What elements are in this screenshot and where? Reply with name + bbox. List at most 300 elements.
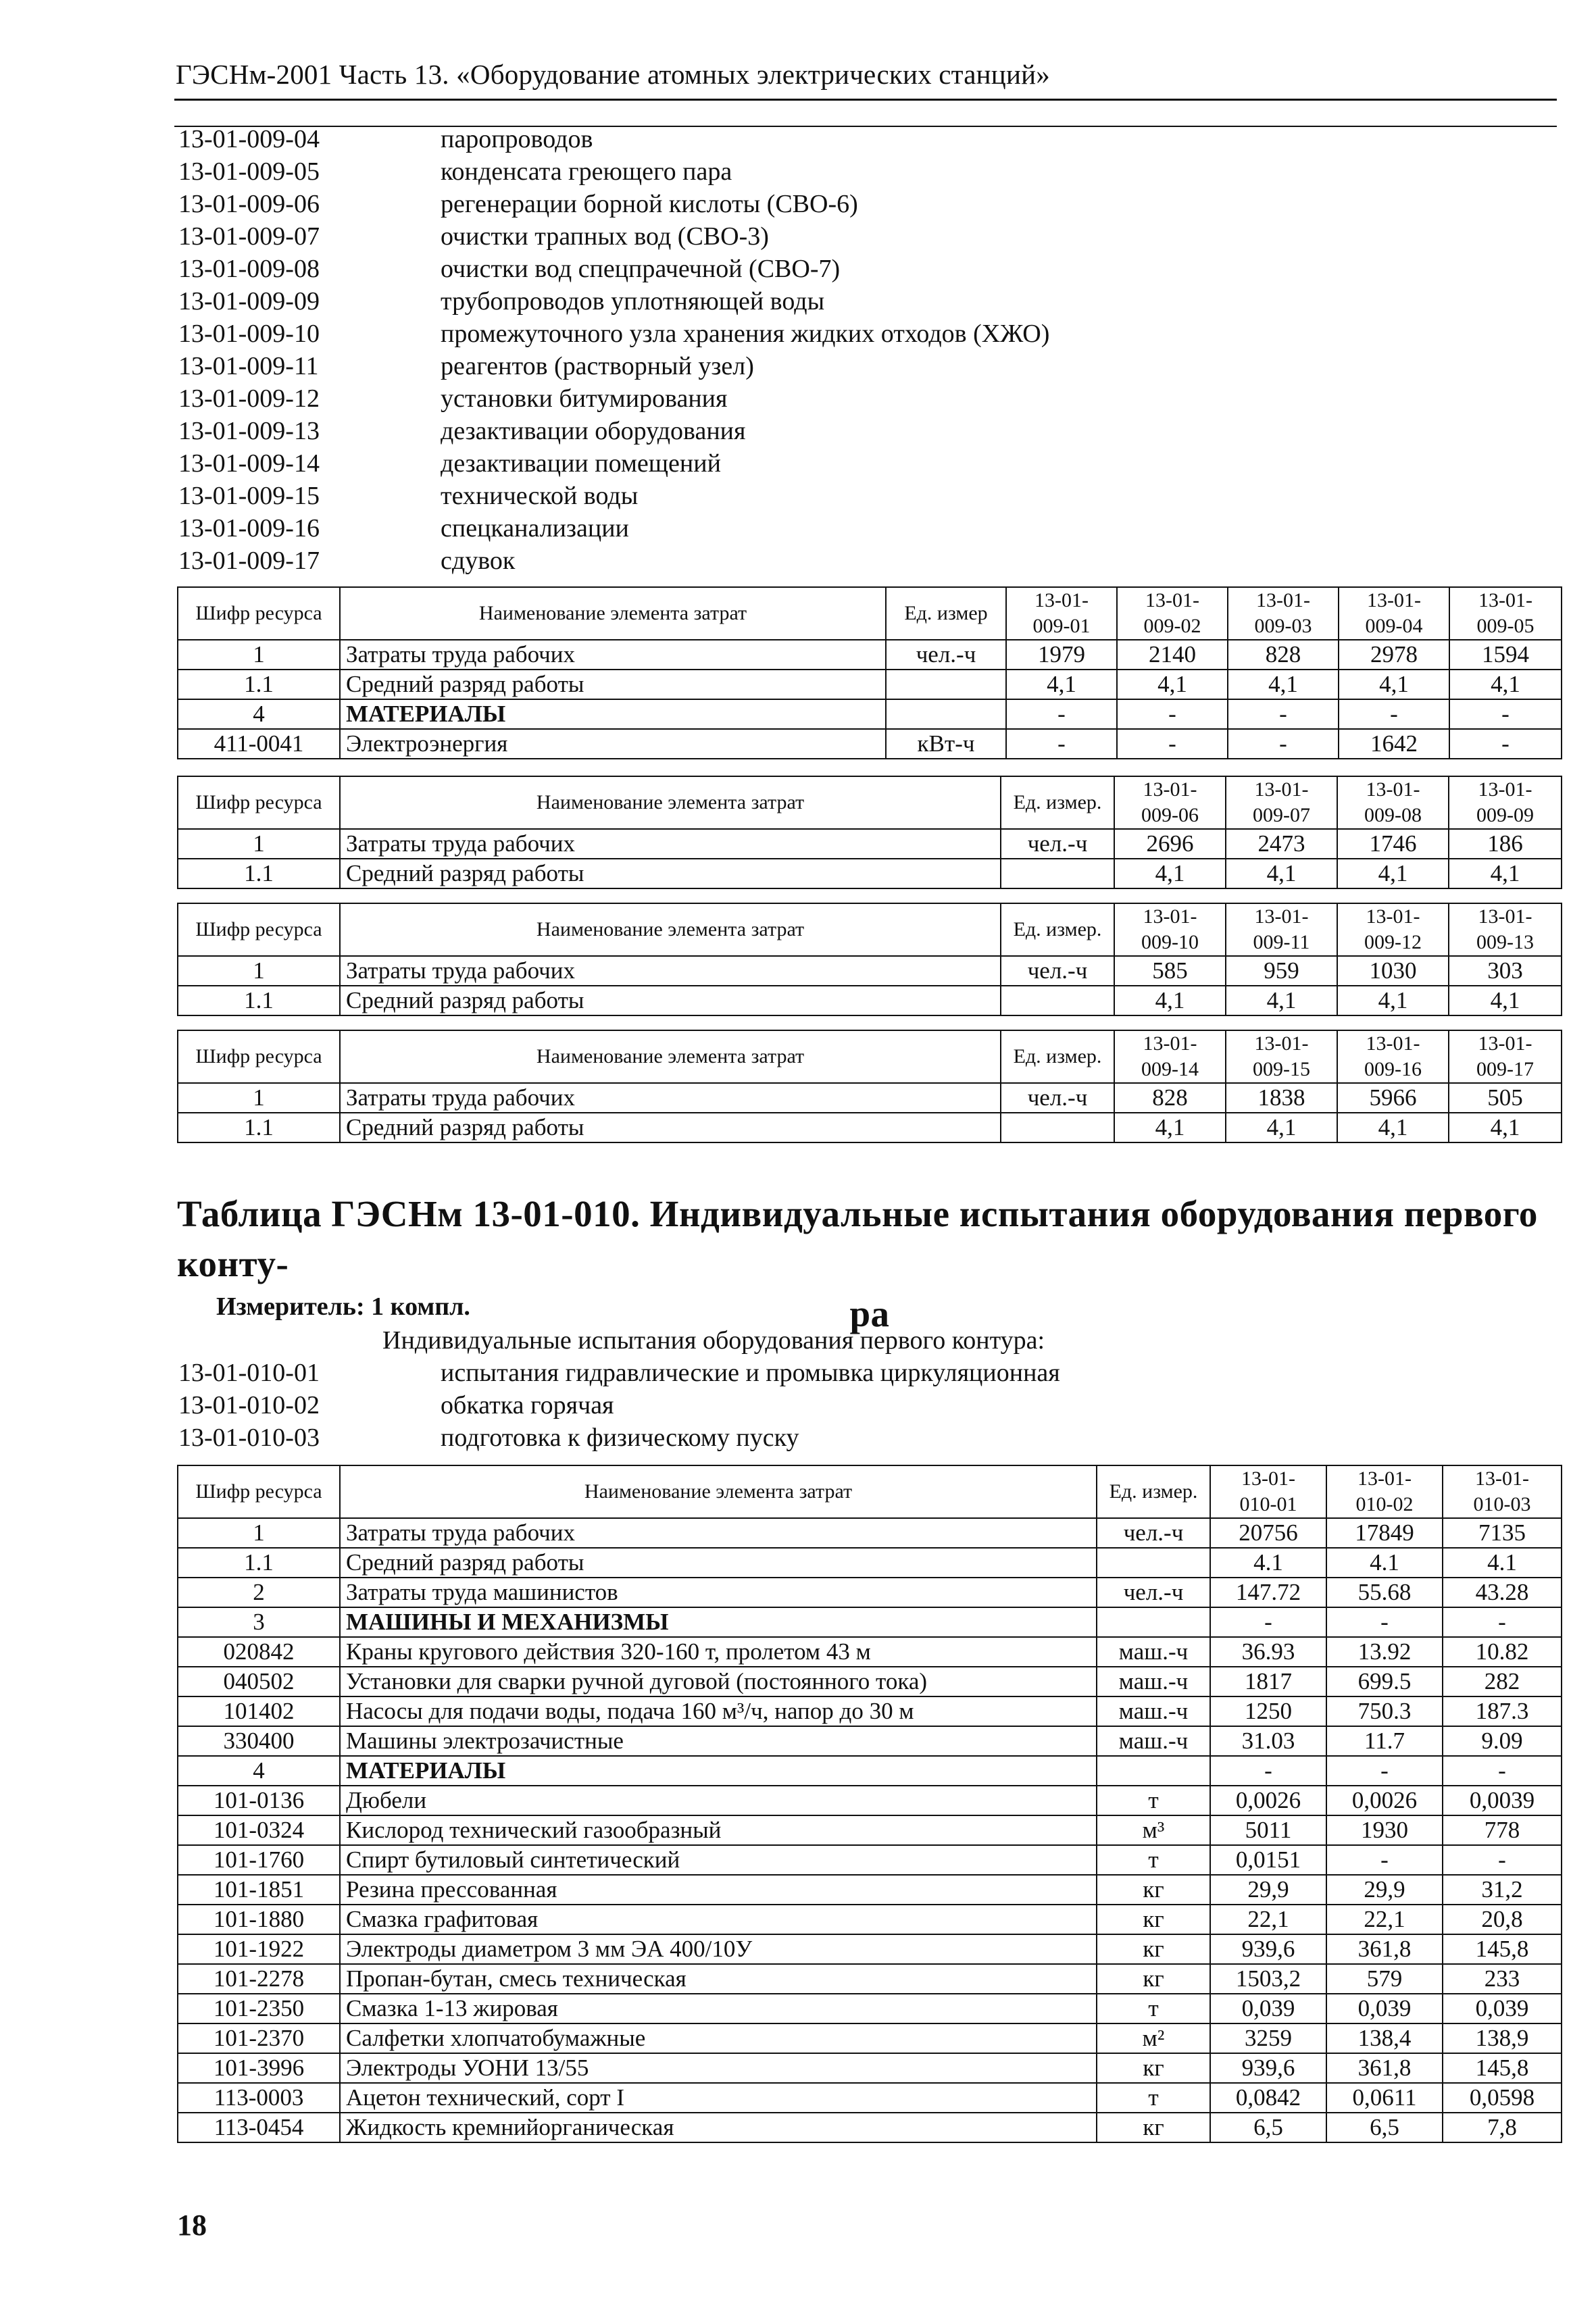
list-item-code: 13-01-009-17 [178, 547, 320, 575]
cell-unit: чел.-ч [1001, 1083, 1114, 1113]
norm-code-suffix: 009-02 [1143, 615, 1201, 637]
cell-value: 505 [1449, 1083, 1562, 1113]
cell-value: 0,0026 [1210, 1786, 1326, 1815]
cell-value: 11.7 [1326, 1726, 1443, 1756]
header-norm-code [1114, 776, 1226, 829]
header-unit: Ед. измер. [1097, 1465, 1210, 1518]
cell-value: 138,9 [1443, 2023, 1562, 2053]
cell-value: 1642 [1339, 729, 1449, 759]
cell-value: 4,1 [1006, 670, 1117, 699]
list-item-code: 13-01-009-16 [178, 514, 320, 543]
table-row [178, 1696, 1562, 1726]
list-item-text: реагентов (растворный узел) [441, 352, 754, 380]
cell-unit: т [1097, 1845, 1210, 1875]
cell-code: 101-3996 [178, 2053, 340, 2083]
norm-code-prefix: 13-01- [1143, 905, 1197, 928]
section-title-line2: ра [849, 1293, 890, 1334]
cell-name: Краны кругового действия 320-160 т, пролетом 43 м [340, 1637, 1097, 1667]
list-item-text: сдувок [441, 547, 516, 575]
table-row [178, 1667, 1562, 1696]
header-cipher: Шифр ресурса [178, 776, 340, 829]
list-item-text: трубопроводов уплотняющей воды [441, 287, 825, 316]
cell-value: 361,8 [1326, 2053, 1443, 2083]
cell-name: Затраты труда рабочих [340, 829, 1001, 859]
cell-value: 13.92 [1326, 1637, 1443, 1667]
norm-code-suffix: 009-16 [1364, 1058, 1422, 1080]
cell-value: 138,4 [1326, 2023, 1443, 2053]
cell-value: 1979 [1006, 640, 1117, 670]
cell-name: Затраты труда машинистов [340, 1578, 1097, 1607]
cell-name: Средний разряд работы [340, 670, 886, 699]
cell-name: Затраты труда рабочих [340, 1083, 1001, 1113]
cell-name: Пропан-бутан, смесь техническая [340, 1964, 1097, 1994]
cell-unit: чел.-ч [886, 640, 1006, 670]
cell-value: 282 [1443, 1667, 1562, 1696]
header-name: Наименование элемента затрат [340, 587, 886, 640]
cell-code: 101-1851 [178, 1875, 340, 1905]
cell-code: 1.1 [178, 670, 340, 699]
cell-value: - [1228, 729, 1339, 759]
cell-value: 4,1 [1449, 670, 1562, 699]
cell-code: 040502 [178, 1667, 340, 1696]
list-item [178, 1389, 1060, 1422]
list-item-text: установки битумирования [441, 384, 728, 413]
cell-value: 2978 [1339, 640, 1449, 670]
list-item-text: промежуточного узла хранения жидких отходов (ХЖО) [441, 320, 1050, 348]
cell-value: 4,1 [1226, 1113, 1337, 1142]
cell-value: 0,0151 [1210, 1845, 1326, 1875]
cell-name: МАТЕРИАЛЫ [340, 699, 886, 729]
cell-value: 0,039 [1326, 1994, 1443, 2023]
cell-value: - [1326, 1607, 1443, 1637]
cell-value: 828 [1114, 1083, 1226, 1113]
cell-name: Установки для сварки ручной дуговой (постоянного тока) [340, 1667, 1097, 1696]
cell-value: 4.1 [1210, 1548, 1326, 1578]
cell-value: 233 [1443, 1964, 1562, 1994]
cell-value: 0,0039 [1443, 1786, 1562, 1815]
table-row [178, 1607, 1562, 1637]
cell-value: - [1326, 1845, 1443, 1875]
cell-value: 186 [1449, 829, 1562, 859]
cell-value: 1250 [1210, 1696, 1326, 1726]
running-header: ГЭСНм-2001 Часть 13. «Оборудование атомных электрических станций» [176, 59, 1050, 90]
cell-value: 4,1 [1228, 670, 1339, 699]
cell-name: Насосы для подачи воды, подача 160 м³/ч, напор до 30 м [340, 1696, 1097, 1726]
cell-value: 4,1 [1226, 859, 1337, 888]
cell-value: 303 [1449, 956, 1562, 986]
cell-value: 2696 [1114, 829, 1226, 859]
cell-unit [1097, 1756, 1210, 1786]
norm-code-suffix: 009-06 [1141, 804, 1199, 826]
norm-code-suffix: 009-08 [1364, 804, 1422, 826]
cell-value: 828 [1228, 640, 1339, 670]
header-name: Наименование элемента затрат [340, 903, 1001, 956]
cell-value: 145,8 [1443, 2053, 1562, 2083]
norm-code-prefix: 13-01- [1475, 1467, 1529, 1490]
cell-code: 1.1 [178, 986, 340, 1015]
header-unit: Ед. измер. [1001, 903, 1114, 956]
table-row [178, 1964, 1562, 1994]
cell-name: Средний разряд работы [340, 1548, 1097, 1578]
cell-value: 6,5 [1326, 2113, 1443, 2142]
cell-value: 361,8 [1326, 1934, 1443, 1964]
list-item [178, 123, 1049, 155]
cell-value: 0,0842 [1210, 2083, 1326, 2113]
cell-name: Средний разряд работы [340, 859, 1001, 888]
list-item-code: 13-01-009-11 [178, 352, 319, 380]
cell-name: Смазка графитовая [340, 1905, 1097, 1934]
table-row [178, 1726, 1562, 1756]
norm-code-prefix: 13-01- [1478, 905, 1532, 928]
cell-code: 101-2350 [178, 1994, 340, 2023]
cell-unit: маш.-ч [1097, 1667, 1210, 1696]
norm-code-suffix: 009-14 [1141, 1058, 1199, 1080]
header-norm-code [1449, 1030, 1562, 1083]
norm-code-prefix: 13-01- [1366, 1032, 1420, 1055]
cell-value: 31.03 [1210, 1726, 1326, 1756]
cell-unit: кг [1097, 1905, 1210, 1934]
norm-code-prefix: 13-01- [1241, 1467, 1295, 1490]
cell-name: Смазка 1-13 жировая [340, 1994, 1097, 2023]
list-item-code: 13-01-009-09 [178, 287, 320, 316]
table-009-10-13 [177, 903, 1562, 1016]
cell-value: 29,9 [1326, 1875, 1443, 1905]
list-item-code: 13-01-010-01 [178, 1359, 320, 1387]
cell-code: 113-0003 [178, 2083, 340, 2113]
cell-code: 101-1760 [178, 1845, 340, 1875]
cell-value: 750.3 [1326, 1696, 1443, 1726]
norm-code-suffix: 009-07 [1253, 804, 1310, 826]
cell-unit: кг [1097, 2053, 1210, 2083]
cell-unit: кг [1097, 1875, 1210, 1905]
cell-value: 36.93 [1210, 1637, 1326, 1667]
cell-unit: маш.-ч [1097, 1637, 1210, 1667]
cell-value: - [1006, 699, 1117, 729]
list-item [178, 220, 1049, 253]
cell-name: Салфетки хлопчатобумажные [340, 2023, 1097, 2053]
cell-name: МАШИНЫ И МЕХАНИЗМЫ [340, 1607, 1097, 1637]
table-row [178, 1756, 1562, 1786]
table-row [178, 670, 1562, 699]
cell-code: 101-0324 [178, 1815, 340, 1845]
norm-code-prefix: 13-01- [1366, 778, 1420, 801]
cell-value: 4,1 [1114, 859, 1226, 888]
cell-value: 1817 [1210, 1667, 1326, 1696]
cell-value: - [1326, 1756, 1443, 1786]
list-item-code: 13-01-009-10 [178, 320, 320, 348]
list-item-text: очистки вод спецпрачечной (СВО-7) [441, 255, 841, 283]
header-norm-code [1210, 1465, 1326, 1518]
list-caption: Индивидуальные испытания оборудования первого контура: [382, 1326, 1045, 1355]
cell-name: Жидкость кремнийорганическая [340, 2113, 1097, 2142]
table-header-row [178, 1465, 1562, 1518]
cell-code: 4 [178, 1756, 340, 1786]
cell-value: 1503,2 [1210, 1964, 1326, 1994]
cell-value: 4,1 [1117, 670, 1228, 699]
cell-value: 17849 [1326, 1518, 1443, 1548]
list-item-text: технической воды [441, 482, 639, 510]
cell-value: - [1449, 699, 1562, 729]
cell-value: 145,8 [1443, 1934, 1562, 1964]
table-row [178, 1637, 1562, 1667]
cell-value: 0,0611 [1326, 2083, 1443, 2113]
header-norm-code [1337, 903, 1449, 956]
cell-name: Средний разряд работы [340, 986, 1001, 1015]
list-item-code: 13-01-010-02 [178, 1391, 320, 1419]
cell-unit: чел.-ч [1001, 956, 1114, 986]
code-list-010 [178, 1357, 1060, 1454]
table-row [178, 2023, 1562, 2053]
cell-name: Электроды УОНИ 13/55 [340, 2053, 1097, 2083]
list-item-text: испытания гидравлические и промывка циркуляционная [441, 1359, 1060, 1387]
list-item-text: конденсата греющего пара [441, 157, 732, 186]
cell-value: 959 [1226, 956, 1337, 986]
cell-value: 187.3 [1443, 1696, 1562, 1726]
cell-value: - [1449, 729, 1562, 759]
table-row [178, 2053, 1562, 2083]
list-item-code: 13-01-009-06 [178, 190, 320, 218]
norm-code-suffix: 009-09 [1476, 804, 1534, 826]
list-item-text: дезактивации помещений [441, 449, 721, 478]
table-row [178, 1578, 1562, 1607]
table-row [178, 2113, 1562, 2142]
cell-name: Спирт бутиловый синтетический [340, 1845, 1097, 1875]
cell-value: 4,1 [1449, 986, 1562, 1015]
table-row [178, 1548, 1562, 1578]
cell-value: 9.09 [1443, 1726, 1562, 1756]
cell-value: 3259 [1210, 2023, 1326, 2053]
cell-unit: т [1097, 2083, 1210, 2113]
table-row [178, 1786, 1562, 1815]
cell-code: 101-0136 [178, 1786, 340, 1815]
cell-value: - [1443, 1607, 1562, 1637]
norm-code-prefix: 13-01- [1034, 589, 1089, 611]
cell-name: Средний разряд работы [340, 1113, 1001, 1142]
list-item-code: 13-01-009-15 [178, 482, 320, 510]
cell-name: МАТЕРИАЛЫ [340, 1756, 1097, 1786]
header-norm-code [1337, 1030, 1449, 1083]
norm-code-suffix: 009-05 [1476, 615, 1535, 637]
cell-value: 4.1 [1443, 1548, 1562, 1578]
header-norm-code [1449, 587, 1562, 640]
list-item-code: 13-01-010-03 [178, 1424, 320, 1452]
norm-code-suffix: 009-12 [1364, 931, 1422, 953]
cell-value: - [1210, 1607, 1326, 1637]
list-item-code: 13-01-009-12 [178, 384, 320, 413]
cell-name: Электроэнергия [340, 729, 886, 759]
table-010-01-03 [177, 1465, 1562, 2143]
cell-value: 6,5 [1210, 2113, 1326, 2142]
header-norm-code [1114, 903, 1226, 956]
header-norm-code [1006, 587, 1117, 640]
list-item [178, 285, 1049, 318]
table-header-row [178, 903, 1562, 956]
cell-unit [886, 699, 1006, 729]
cell-value: 43.28 [1443, 1578, 1562, 1607]
header-cipher: Шифр ресурса [178, 903, 340, 956]
list-item-code: 13-01-009-14 [178, 449, 320, 478]
cell-value: 4,1 [1337, 1113, 1449, 1142]
list-item [178, 318, 1049, 350]
table-header-row [178, 776, 1562, 829]
cell-value: 1030 [1337, 956, 1449, 986]
cell-code: 101-2278 [178, 1964, 340, 1994]
header-name: Наименование элемента затрат [340, 776, 1001, 829]
norm-code-suffix: 009-17 [1476, 1058, 1534, 1080]
norm-code-prefix: 13-01- [1478, 589, 1532, 611]
header-unit: Ед. измер [886, 587, 1006, 640]
cell-code: 1.1 [178, 1548, 340, 1578]
cell-value: 10.82 [1443, 1637, 1562, 1667]
cell-code: 1 [178, 1083, 340, 1113]
cell-value: 0,0598 [1443, 2083, 1562, 2113]
cell-value: 4,1 [1337, 986, 1449, 1015]
cell-value: - [1210, 1756, 1326, 1786]
norm-code-suffix: 009-11 [1253, 931, 1310, 953]
cell-value: - [1006, 729, 1117, 759]
table-row [178, 699, 1562, 729]
cell-unit [1001, 859, 1114, 888]
norm-code-suffix: 010-01 [1239, 1493, 1297, 1515]
cell-unit: кг [1097, 1964, 1210, 1994]
cell-unit: кВт-ч [886, 729, 1006, 759]
norm-code-prefix: 13-01- [1143, 1032, 1197, 1055]
cell-value: 5966 [1337, 1083, 1449, 1113]
norm-code-prefix: 13-01- [1478, 778, 1532, 801]
cell-value: 7,8 [1443, 2113, 1562, 2142]
norm-code-prefix: 13-01- [1145, 589, 1199, 611]
cell-value: 2473 [1226, 829, 1337, 859]
cell-unit [1001, 986, 1114, 1015]
cell-value: 579 [1326, 1964, 1443, 1994]
header-cipher: Шифр ресурса [178, 587, 340, 640]
cell-code: 4 [178, 699, 340, 729]
cell-name: Затраты труда рабочих [340, 1518, 1097, 1548]
cell-value: 4,1 [1449, 859, 1562, 888]
table-row [178, 729, 1562, 759]
cell-unit: чел.-ч [1001, 829, 1114, 859]
cell-unit [1097, 1607, 1210, 1637]
cell-value: - [1443, 1845, 1562, 1875]
cell-value: 147.72 [1210, 1578, 1326, 1607]
list-item-code: 13-01-009-05 [178, 157, 320, 186]
list-item [178, 512, 1049, 545]
cell-value: 5011 [1210, 1815, 1326, 1845]
cell-code: 330400 [178, 1726, 340, 1756]
header-name: Наименование элемента затрат [340, 1030, 1001, 1083]
table-header-row [178, 1030, 1562, 1083]
cell-code: 3 [178, 1607, 340, 1637]
cell-value: - [1117, 699, 1228, 729]
list-item [178, 155, 1049, 188]
norm-code-prefix: 13-01- [1256, 589, 1310, 611]
table-row [178, 1934, 1562, 1964]
norm-code-prefix: 13-01- [1366, 905, 1420, 928]
table-header-row [178, 587, 1562, 640]
list-item [178, 447, 1049, 480]
list-item [178, 1357, 1060, 1389]
header-name: Наименование элемента затрат [340, 1465, 1097, 1518]
cell-value: 7135 [1443, 1518, 1562, 1548]
cell-code: 1.1 [178, 859, 340, 888]
norm-code-suffix: 009-13 [1476, 931, 1534, 953]
list-item [178, 188, 1049, 220]
cell-value: 22,1 [1210, 1905, 1326, 1934]
table-row [178, 1905, 1562, 1934]
header-norm-code [1228, 587, 1339, 640]
meter-label: Измеритель: 1 компл. [216, 1292, 470, 1321]
norm-code-suffix: 010-03 [1473, 1493, 1531, 1515]
cell-value: 1746 [1337, 829, 1449, 859]
page-number: 18 [177, 2209, 207, 2242]
cell-unit: м³ [1097, 1815, 1210, 1845]
cell-value: 1594 [1449, 640, 1562, 670]
cell-code: 101-1922 [178, 1934, 340, 1964]
list-item [178, 253, 1049, 285]
table-row [178, 1875, 1562, 1905]
header-unit: Ед. измер. [1001, 776, 1114, 829]
cell-value: 0,039 [1210, 1994, 1326, 2023]
header-norm-code [1326, 1465, 1443, 1518]
cell-name: Резина прессованная [340, 1875, 1097, 1905]
norm-code-prefix: 13-01- [1367, 589, 1421, 611]
header-norm-code [1117, 587, 1228, 640]
section-title-line1: Таблица ГЭСНм 13-01-010. Индивидуальные испытания оборудования первого конту- [177, 1193, 1538, 1284]
cell-value: 31,2 [1443, 1875, 1562, 1905]
cell-code: 101402 [178, 1696, 340, 1726]
list-item-text: спецканализации [441, 514, 629, 543]
list-item [178, 545, 1049, 577]
cell-unit: т [1097, 1994, 1210, 2023]
cell-value: 1930 [1326, 1815, 1443, 1845]
list-item [178, 480, 1049, 512]
cell-code: 101-2370 [178, 2023, 340, 2053]
cell-value: 939,6 [1210, 1934, 1326, 1964]
table-row [178, 859, 1562, 888]
cell-value: 4,1 [1339, 670, 1449, 699]
cell-value: - [1339, 699, 1449, 729]
list-item-text: дезактивации оборудования [441, 417, 746, 445]
list-item [178, 382, 1049, 415]
cell-name: Дюбели [340, 1786, 1097, 1815]
table-009-06-09 [177, 776, 1562, 889]
header-cipher: Шифр ресурса [178, 1030, 340, 1083]
table-row [178, 1994, 1562, 2023]
header-norm-code [1226, 903, 1337, 956]
list-item-text: обкатка горячая [441, 1391, 614, 1419]
norm-code-suffix: 009-10 [1141, 931, 1199, 953]
cell-name: Затраты труда рабочих [340, 956, 1001, 986]
table-row [178, 1083, 1562, 1113]
header-norm-code [1114, 1030, 1226, 1083]
cell-value: - [1228, 699, 1339, 729]
cell-value: 2140 [1117, 640, 1228, 670]
cell-name: Машины электрозачистные [340, 1726, 1097, 1756]
cell-code: 113-0454 [178, 2113, 340, 2142]
list-item-code: 13-01-009-13 [178, 417, 320, 445]
table-009-01-05 [177, 586, 1562, 759]
table-009-14-17 [177, 1030, 1562, 1143]
cell-value: 0,0026 [1326, 1786, 1443, 1815]
cell-value: 4,1 [1226, 986, 1337, 1015]
list-item [178, 1422, 1060, 1454]
cell-value: - [1443, 1756, 1562, 1786]
cell-code: 1 [178, 829, 340, 859]
cell-code: 2 [178, 1578, 340, 1607]
table-row [178, 986, 1562, 1015]
cell-value: 0,039 [1443, 1994, 1562, 2023]
cell-value: 4,1 [1449, 1113, 1562, 1142]
